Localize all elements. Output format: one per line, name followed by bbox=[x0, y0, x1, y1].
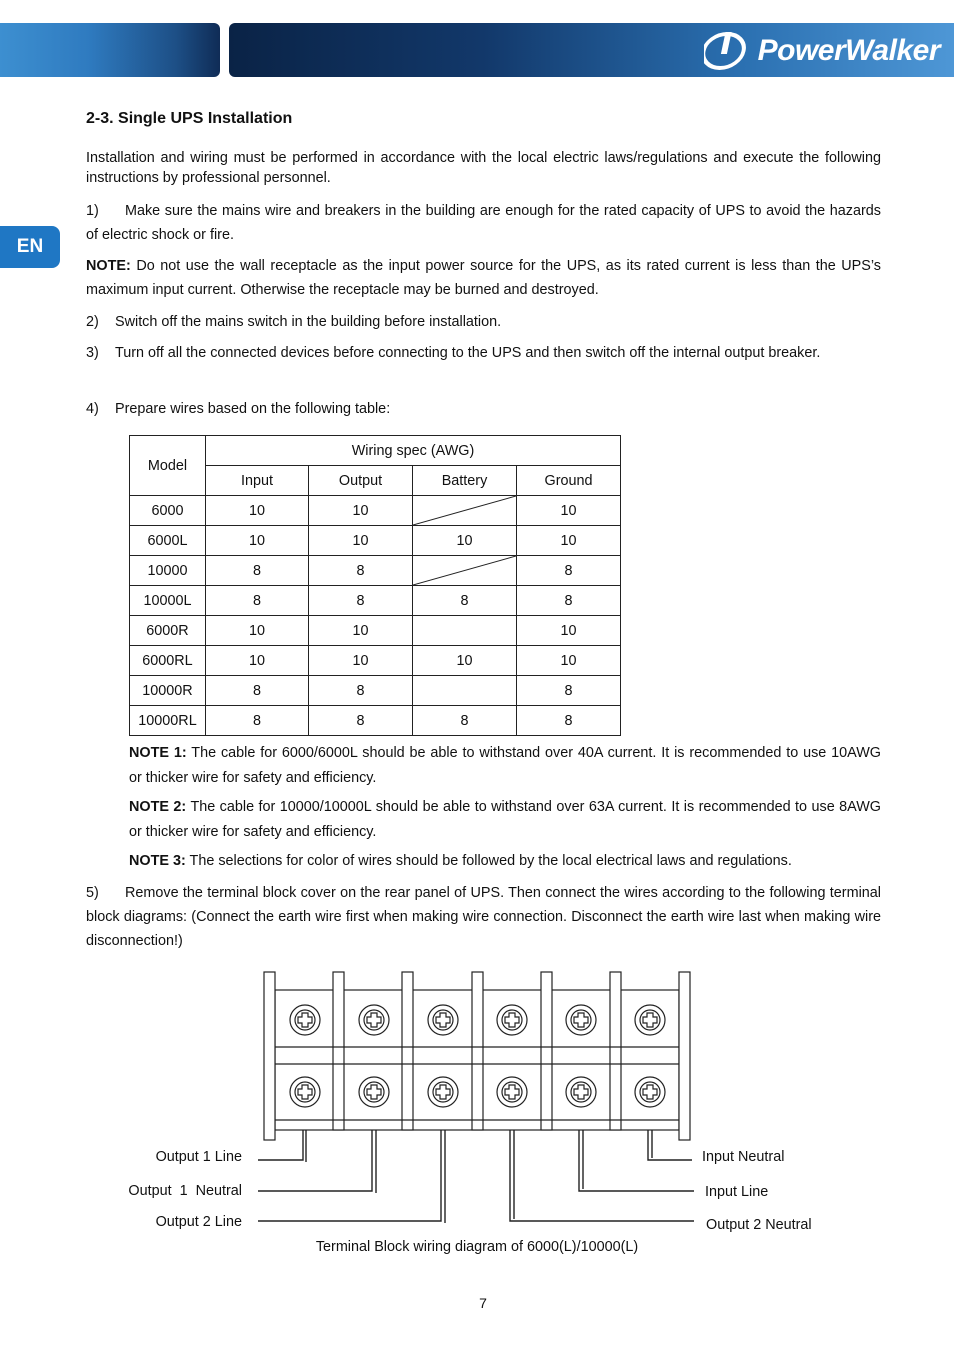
cell-model: 10000 bbox=[130, 556, 206, 586]
table-row bbox=[130, 586, 621, 616]
step-number: 2) bbox=[86, 314, 99, 330]
table-row bbox=[130, 676, 621, 706]
table-row bbox=[130, 706, 621, 736]
cell-input: 10 bbox=[206, 526, 309, 556]
table-row bbox=[130, 526, 621, 556]
model-header: Model bbox=[130, 436, 206, 496]
label-output2-line: Output 2 Line bbox=[155, 1214, 242, 1230]
terminal-post bbox=[679, 972, 690, 1140]
cell-ground: 8 bbox=[517, 586, 621, 616]
cell-model: 6000L bbox=[130, 526, 206, 556]
cell-output: 8 bbox=[309, 706, 413, 736]
cell-battery-na bbox=[413, 556, 517, 586]
step-text: Remove the terminal block cover on the rear panel of UPS. Then connect the wires according to the following terminal block diagrams: (Connect the earth wire first when making wire connection. Disconnect the earth wire last when making wire disconnection!) bbox=[86, 885, 881, 949]
note-1 bbox=[129, 741, 881, 791]
diagonal-slash bbox=[413, 556, 516, 585]
step-number: 4) bbox=[86, 401, 99, 417]
cell-input: 8 bbox=[206, 676, 309, 706]
step-5 bbox=[86, 881, 881, 953]
cell-battery: 10 bbox=[413, 646, 517, 676]
cell-battery: 10 bbox=[413, 526, 517, 556]
note-label: NOTE 3: bbox=[129, 853, 186, 869]
terminal-post bbox=[333, 972, 344, 1130]
cell-battery-na bbox=[413, 496, 517, 526]
cell-input: 10 bbox=[206, 616, 309, 646]
screw-icon bbox=[497, 1005, 527, 1035]
step-1 bbox=[86, 199, 881, 247]
screw-icon bbox=[566, 1005, 596, 1035]
step-text: Make sure the mains wire and breakers in the building are enough for the rated capacity of UPS to avoid the hazards of electric shock or fire. bbox=[86, 203, 881, 243]
cell-model: 10000L bbox=[130, 586, 206, 616]
terminal-post bbox=[610, 972, 621, 1130]
diagram-caption: Terminal Block wiring diagram of 6000(L)/10000(L) bbox=[315, 1239, 639, 1255]
step-2 bbox=[86, 310, 881, 334]
terminal-post bbox=[264, 972, 275, 1140]
screw-icon bbox=[359, 1005, 389, 1035]
terminal-post bbox=[402, 972, 413, 1130]
cell-output: 10 bbox=[309, 526, 413, 556]
screw-icon bbox=[566, 1077, 596, 1107]
cell-battery bbox=[413, 616, 517, 646]
terminal-block-diagram bbox=[0, 960, 954, 1235]
cell-battery: 8 bbox=[413, 706, 517, 736]
note-3 bbox=[129, 849, 881, 874]
cell-battery bbox=[413, 676, 517, 706]
diagonal-slash bbox=[413, 496, 516, 525]
screw-icon bbox=[359, 1077, 389, 1107]
cell-model: 10000R bbox=[130, 676, 206, 706]
note-label: NOTE: bbox=[86, 258, 131, 274]
column-header: Battery bbox=[413, 466, 517, 496]
step-text: Switch off the mains switch in the building before installation. bbox=[115, 314, 502, 330]
brand-logo bbox=[704, 30, 940, 72]
terminal-post bbox=[541, 972, 552, 1130]
cell-battery: 8 bbox=[413, 586, 517, 616]
cell-input: 8 bbox=[206, 556, 309, 586]
label-output1-line: Output 1 Line bbox=[155, 1149, 242, 1165]
cell-ground: 8 bbox=[517, 706, 621, 736]
step-text: Prepare wires based on the following table: bbox=[115, 401, 391, 417]
screw-icon bbox=[290, 1077, 320, 1107]
cell-ground: 10 bbox=[517, 496, 621, 526]
note-label: NOTE 1: bbox=[129, 745, 187, 761]
step-3 bbox=[86, 341, 881, 365]
screw-icon bbox=[497, 1077, 527, 1107]
table-row bbox=[130, 616, 621, 646]
header-bar-left bbox=[0, 23, 220, 77]
cell-output: 8 bbox=[309, 556, 413, 586]
cell-input: 10 bbox=[206, 496, 309, 526]
step-number: 1) bbox=[86, 203, 99, 219]
label-output1-neutral: Output 1 Neutral bbox=[128, 1183, 242, 1199]
column-header: Ground bbox=[517, 466, 621, 496]
column-header: Output bbox=[309, 466, 413, 496]
cell-output: 8 bbox=[309, 676, 413, 706]
cell-ground: 10 bbox=[517, 646, 621, 676]
section-title: 2-3. Single UPS Installation bbox=[86, 110, 293, 127]
screw-icon bbox=[635, 1077, 665, 1107]
step-4 bbox=[86, 397, 881, 421]
wire-leads bbox=[258, 1130, 694, 1223]
cell-model: 6000 bbox=[130, 496, 206, 526]
cell-model: 6000R bbox=[130, 616, 206, 646]
table-row bbox=[130, 646, 621, 676]
cell-model: 6000RL bbox=[130, 646, 206, 676]
step-number: 5) bbox=[86, 885, 99, 901]
intro-paragraph: Installation and wiring must be performed in accordance with the local electric laws/regulations and execute the following instructions by professional personnel. bbox=[86, 150, 881, 186]
power-logo-icon bbox=[704, 30, 752, 72]
cell-output: 10 bbox=[309, 496, 413, 526]
note-text: The selections for color of wires should be followed by the local electrical laws and regulations. bbox=[189, 853, 792, 869]
note-2 bbox=[129, 795, 881, 845]
cell-input: 8 bbox=[206, 586, 309, 616]
cell-ground: 8 bbox=[517, 676, 621, 706]
cell-output: 10 bbox=[309, 616, 413, 646]
cell-output: 10 bbox=[309, 646, 413, 676]
cell-model: 10000RL bbox=[130, 706, 206, 736]
language-tab: EN bbox=[0, 226, 60, 268]
note-paragraph bbox=[86, 254, 881, 302]
cell-output: 8 bbox=[309, 586, 413, 616]
screw-icon bbox=[428, 1077, 458, 1107]
note-text: The cable for 6000/6000L should be able to withstand over 40A current. It is recommended to use 10AWG or thicker wire for safety and efficiency. bbox=[129, 745, 882, 786]
terminal-post bbox=[472, 972, 483, 1130]
note-text: The cable for 10000/10000L should be able to withstand over 63A current. It is recommended to use 8AWG or thicker wire for safety and efficiency. bbox=[129, 799, 881, 840]
step-text: Turn off all the connected devices before connecting to the UPS and then switch off the internal output breaker. bbox=[115, 345, 821, 361]
cell-ground: 10 bbox=[517, 616, 621, 646]
label-input-neutral: Input Neutral bbox=[702, 1149, 785, 1165]
label-input-line: Input Line bbox=[705, 1184, 769, 1200]
brand-name: PowerWalker bbox=[757, 34, 940, 67]
column-header: Input bbox=[206, 466, 309, 496]
cell-ground: 8 bbox=[517, 556, 621, 586]
page-number: 7 bbox=[479, 1295, 487, 1311]
cell-input: 10 bbox=[206, 646, 309, 676]
table-row bbox=[130, 556, 621, 586]
note-text: Do not use the wall receptacle as the input power source for the UPS, as its rated current is less than the UPS’s maximum input current. Otherwise the receptacle may be burned and destroyed. bbox=[86, 258, 881, 298]
screw-icon bbox=[635, 1005, 665, 1035]
screw-icon bbox=[290, 1005, 320, 1035]
note-label: NOTE 2: bbox=[129, 799, 187, 815]
wiring-spec-table bbox=[129, 435, 621, 736]
label-output2-neutral: Output 2 Neutral bbox=[706, 1217, 812, 1233]
table-row bbox=[130, 496, 621, 526]
step-number: 3) bbox=[86, 345, 99, 361]
spec-header: Wiring spec (AWG) bbox=[206, 436, 621, 466]
cell-ground: 10 bbox=[517, 526, 621, 556]
screw-icon bbox=[428, 1005, 458, 1035]
cell-input: 8 bbox=[206, 706, 309, 736]
